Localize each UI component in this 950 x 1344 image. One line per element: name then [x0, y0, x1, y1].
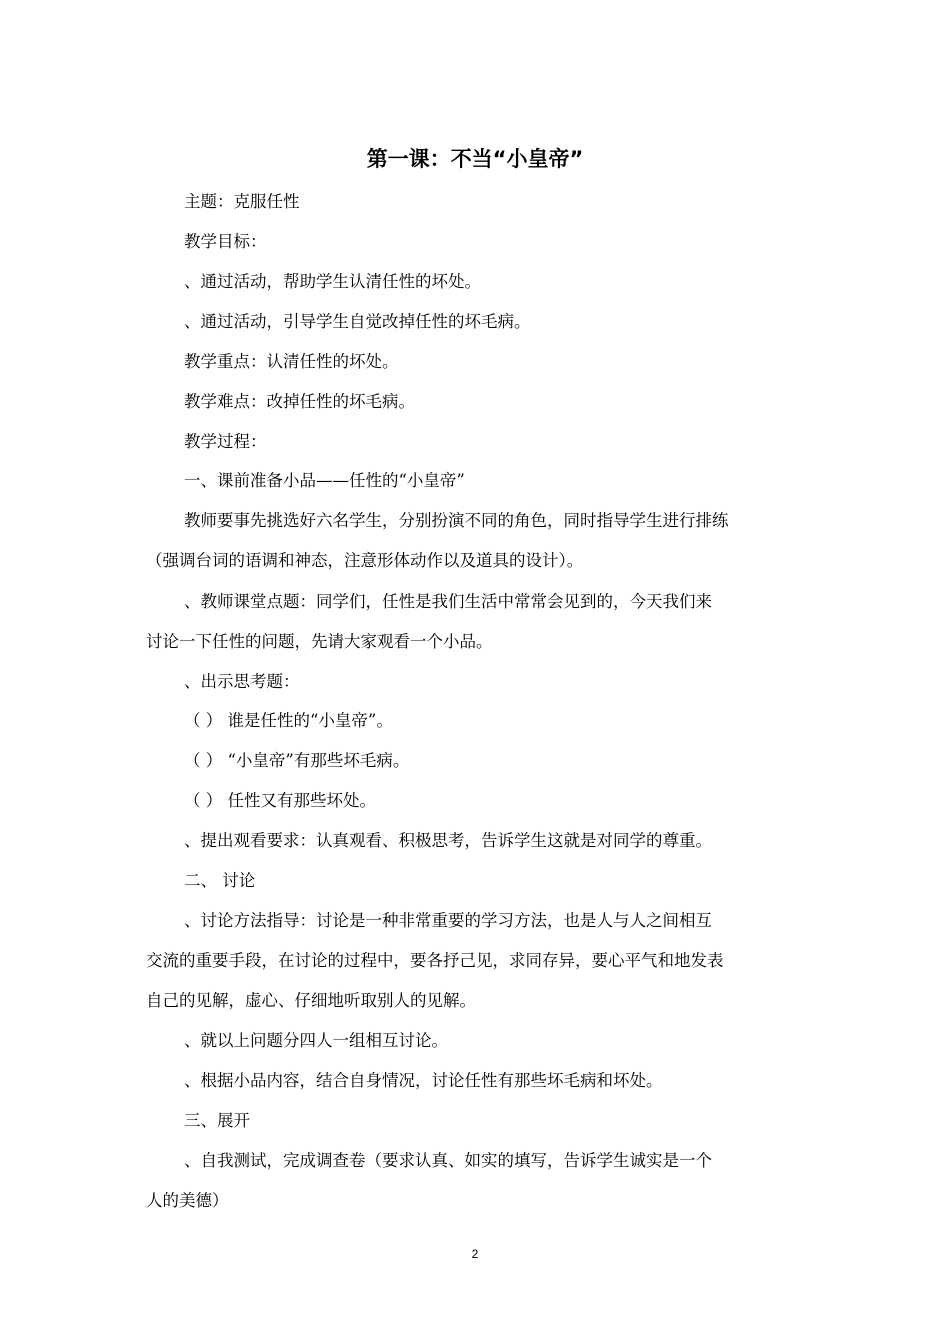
text-line: 、教师课堂点题：同学们，任性是我们生活中常常会见到的，今天我们来: [184, 592, 712, 611]
text-line: （ ） 谁是任性的“小皇帝”。: [184, 711, 393, 730]
text-line: 主题：克服任性: [184, 192, 300, 211]
page-title: 第一课：不当“小皇帝”: [366, 147, 584, 171]
section-heading: 三、展开: [184, 1111, 250, 1130]
text-line: 教学目标：: [184, 232, 267, 251]
text-line: （ ） “小皇帝”有那些坏毛病。: [184, 751, 410, 770]
text-line: 教学过程：: [184, 432, 267, 451]
page-number: 2: [471, 1247, 479, 1261]
text-line: 教学重点：认清任性的坏处。: [184, 352, 399, 371]
section-heading: 一、课前准备小品——任性的“小皇帝”: [184, 471, 465, 490]
text-line: 、根据小品内容，结合自身情况，讨论任性有那些坏毛病和坏处。: [184, 1071, 663, 1090]
text-line: （ ） 任性又有那些坏处。: [184, 791, 376, 810]
text-line: 、提出观看要求：认真观看、积极思考，告诉学生这就是对同学的尊重。: [184, 831, 712, 850]
text-line: （强调台词的语调和神态，注意形体动作以及道具的设计）。: [146, 551, 584, 570]
text-line: 、出示思考题：: [184, 672, 300, 691]
text-line: 人的美德）: [146, 1191, 229, 1210]
text-line: 教师要事先挑选好六名学生，分别扮演不同的角色，同时指导学生进行排练: [184, 511, 729, 530]
text-line: 自己的见解，虚心、仔细地听取别人的见解。: [146, 991, 476, 1010]
text-line: 、就以上问题分四人一组相互讨论。: [184, 1031, 448, 1050]
text-line: 、自我测试，完成调查卷（要求认真、如实的填写，告诉学生诚实是一个: [184, 1151, 712, 1170]
text-line: 、通过活动，帮助学生认清任性的坏处。: [184, 272, 481, 291]
text-line: 讨论一下任性的问题，先请大家观看一个小品。: [146, 632, 493, 651]
text-line: 、讨论方法指导：讨论是一种非常重要的学习方法，也是人与人之间相互: [184, 911, 712, 930]
text-line: 教学难点：改掉任性的坏毛病。: [184, 392, 415, 411]
text-line: 交流的重要手段，在讨论的过程中，要各抒己见，求同存异，要心平气和地发表: [146, 951, 724, 970]
section-heading: 二、 讨论: [184, 871, 256, 890]
text-line: 、通过活动，引导学生自觉改掉任性的坏毛病。: [184, 312, 531, 331]
